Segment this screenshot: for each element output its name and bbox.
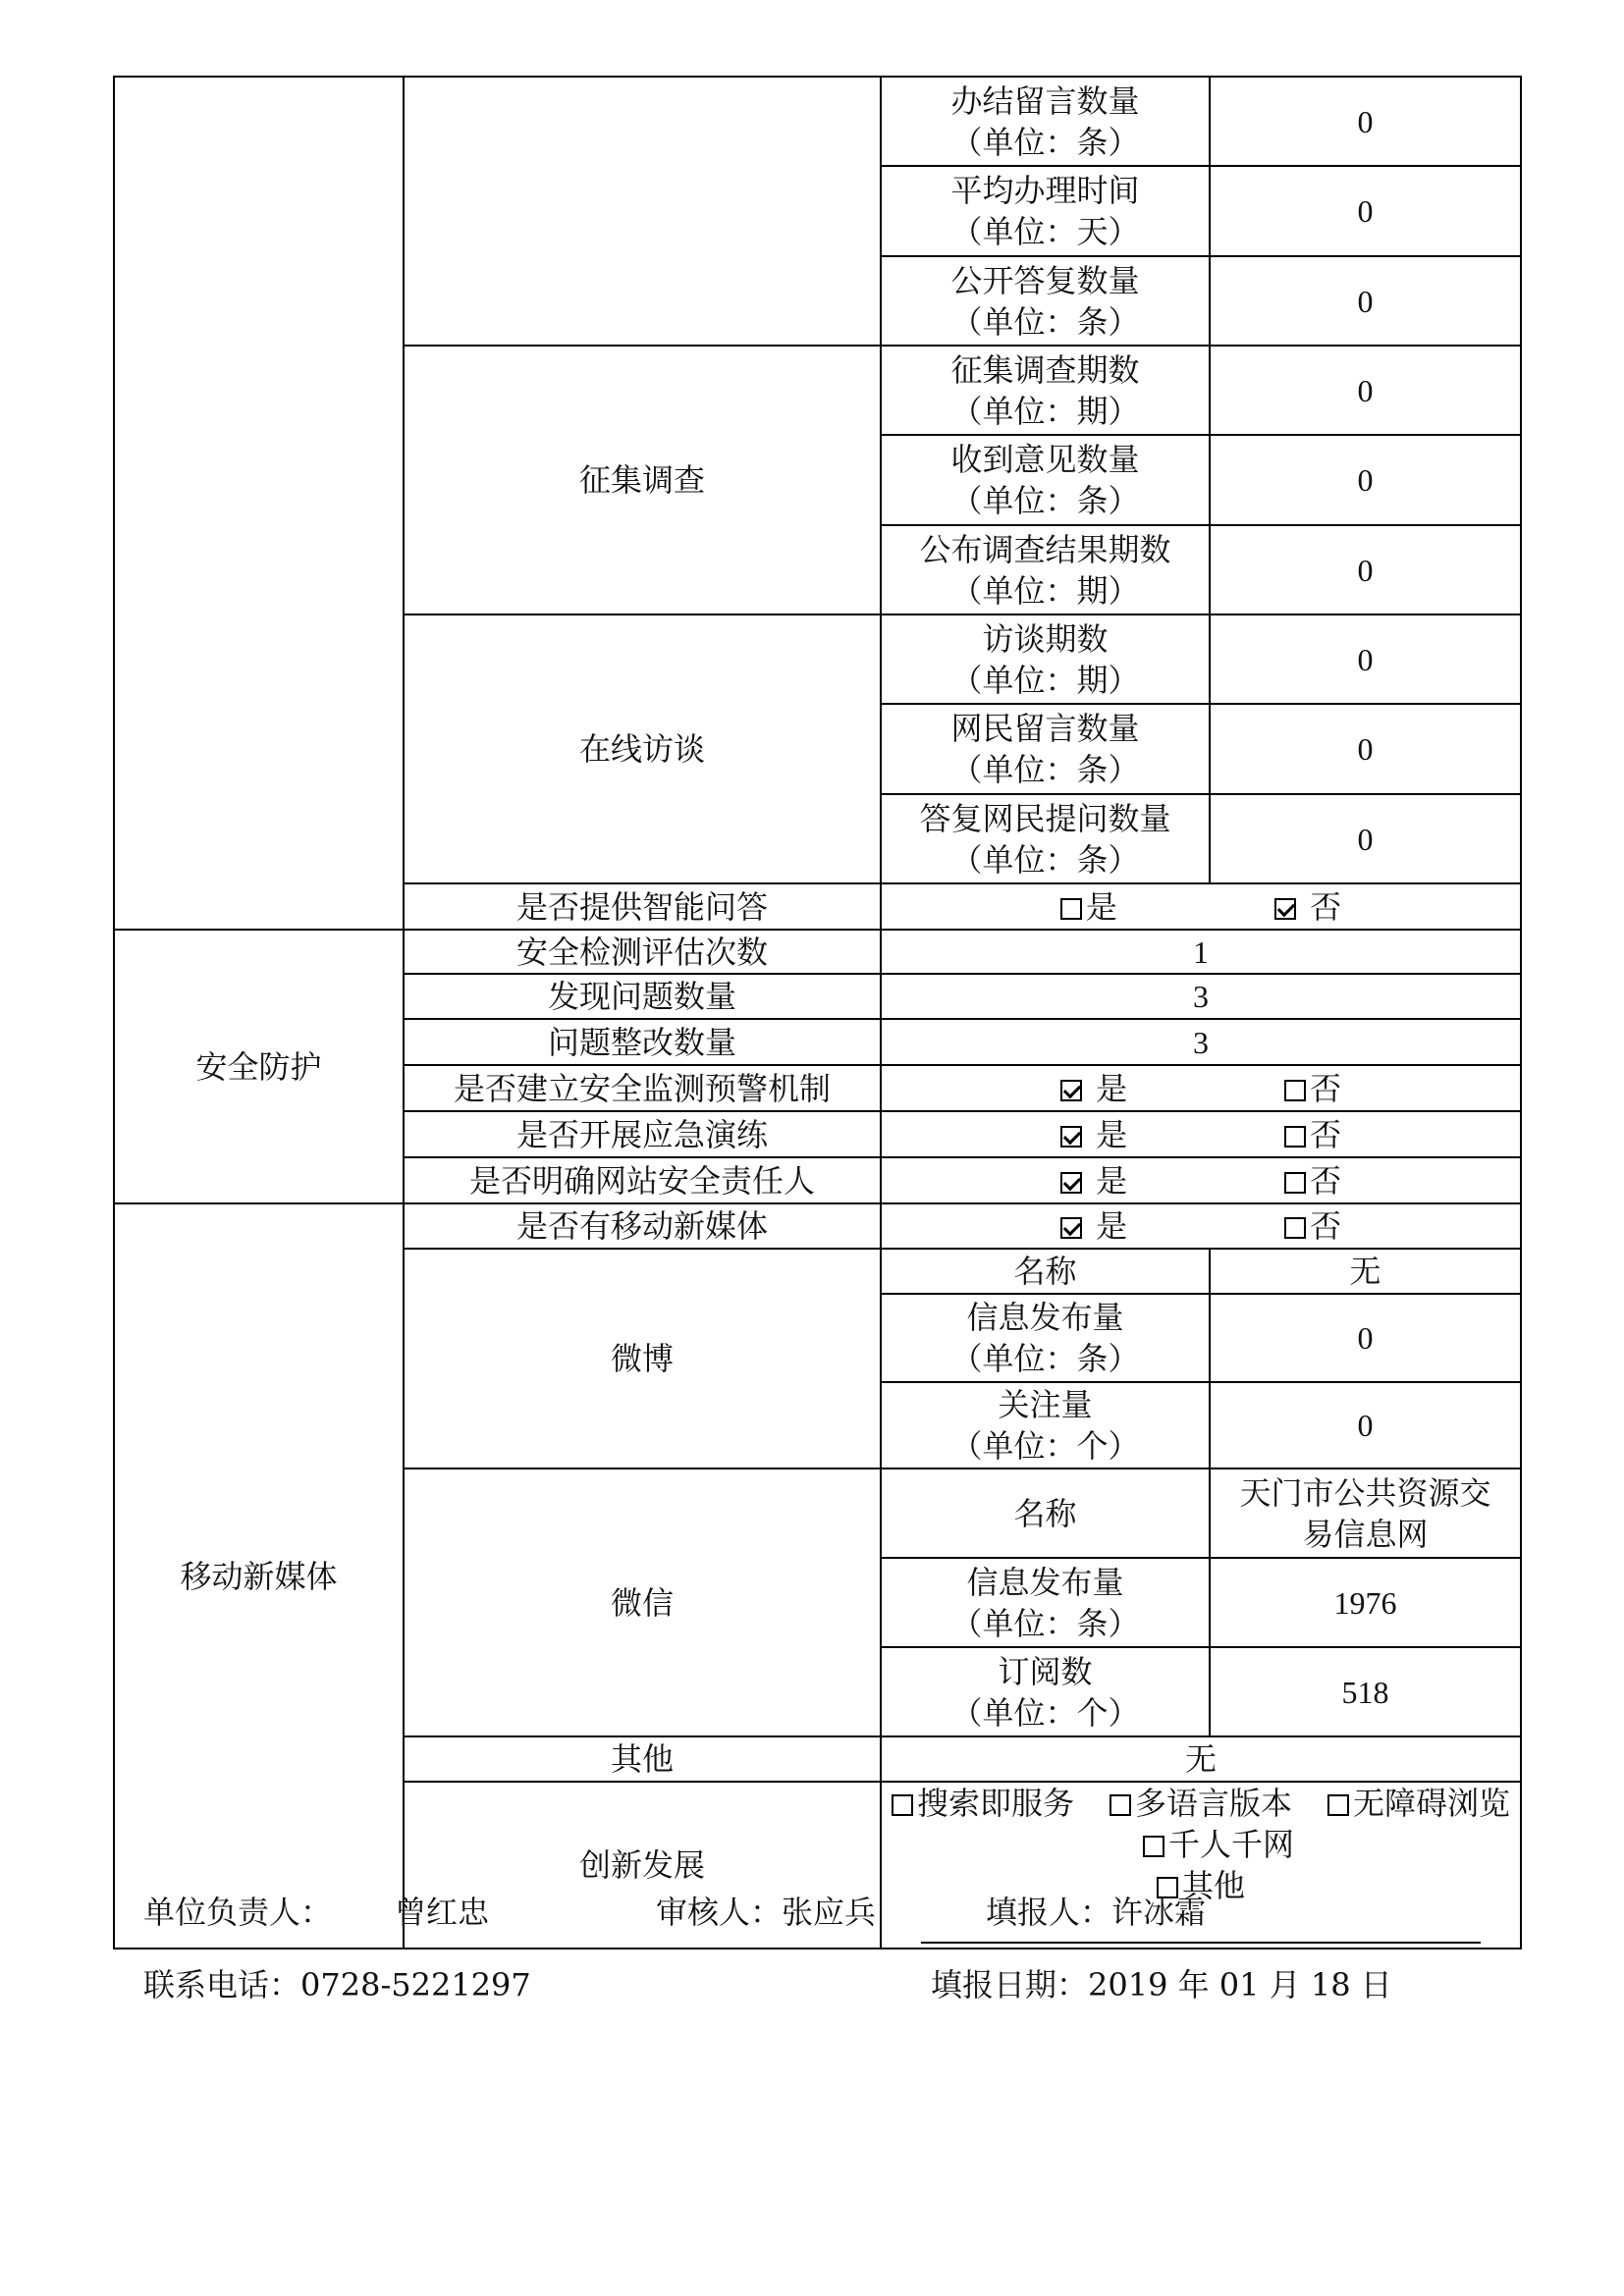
row-label: 信息发布量 （单位：条） [881,1294,1210,1382]
row-label: 名称 [881,1468,1210,1558]
accessibility-checkbox[interactable] [1327,1794,1349,1816]
row-label: 订阅数 （单位：个） [881,1647,1210,1736]
drill-yes-checkbox[interactable] [1060,1126,1082,1148]
row-label: 答复网民提问数量 （单位：条） [881,794,1210,883]
row-value: 0 [1210,256,1521,346]
smart-qa-label: 是否提供智能问答 [404,883,881,930]
row-label: 办结留言数量 （单位：条） [881,77,1210,166]
drill-no-checkbox[interactable] [1284,1126,1306,1148]
row-value: 0 [1210,704,1521,794]
drill-options: 是 否 [881,1111,1521,1157]
row-label: 公开答复数量 （单位：条） [881,256,1210,346]
weibo-group-label: 微博 [404,1249,881,1468]
row-value: 天门市公共资源交 易信息网 [1210,1468,1521,1558]
interview-group-label: 在线访谈 [404,614,881,883]
row-label: 是否建立安全监测预警机制 [404,1065,881,1111]
row-label: 安全检测评估次数 [404,930,881,974]
media-no-checkbox[interactable] [1284,1217,1306,1239]
row-value: 0 [1210,525,1521,614]
row-value: 0 [1210,1294,1521,1382]
row-value: 0 [1210,435,1521,525]
row-value: 3 [881,1019,1521,1065]
row-value: 1976 [1210,1558,1521,1647]
row-label: 问题整改数量 [404,1019,881,1065]
search-service-checkbox[interactable] [892,1794,913,1816]
warning-options: 是 否 [881,1065,1521,1111]
warning-yes-checkbox[interactable] [1060,1080,1082,1101]
row-label: 访谈期数 （单位：期） [881,614,1210,704]
row-label: 是否有移动新媒体 [404,1203,881,1249]
fill-date: 填报日期：2019 年 01 月 18 日 [931,1966,1392,2003]
row-label: 名称 [881,1249,1210,1294]
row-label: 关注量 （单位：个） [881,1382,1210,1468]
row-value: 3 [881,974,1521,1019]
row-value: 无 [881,1736,1521,1782]
row-label: 公布调查结果期数 （单位：期） [881,525,1210,614]
contact-phone: 联系电话：0728-5221297 [143,1966,531,2003]
survey-group-label: 征集调查 [404,346,881,614]
row-value: 0 [1210,1382,1521,1468]
media-options: 是 否 [881,1203,1521,1249]
filler: 填报人：许冰霜 [986,1894,1207,1931]
row-value: 无 [1210,1249,1521,1294]
row-label: 发现问题数量 [404,974,881,1019]
smart-qa-options: 是 否 [881,883,1521,930]
row-label: 是否明确网站安全责任人 [404,1157,881,1203]
reviewer: 审核人：张应兵 [656,1894,877,1931]
row-value: 0 [1210,346,1521,435]
media-group-label: 移动新媒体 [114,1203,404,1949]
row-value: 0 [1210,166,1521,256]
report-table [113,76,1522,1949]
row-value: 0 [1210,614,1521,704]
smart-qa-no-checkbox[interactable] [1274,898,1296,920]
wechat-group-label: 微信 [404,1468,881,1736]
innovation-options: 搜索即服务 多语言版本 无障碍浏览千人千网 其他 [881,1782,1521,1949]
row-label: 平均办理时间 （单位：天） [881,166,1210,256]
row-value: 518 [1210,1647,1521,1736]
media-yes-checkbox[interactable] [1060,1217,1082,1239]
warning-no-checkbox[interactable] [1284,1080,1306,1101]
row-label: 是否开展应急演练 [404,1111,881,1157]
leader-name: 曾红忠 [395,1894,490,1931]
row-value: 0 [1210,794,1521,883]
leader-label: 单位负责人： [143,1894,333,1931]
row-value: 1 [881,930,1521,974]
multilingual-checkbox[interactable] [1110,1794,1131,1816]
row-value: 0 [1210,77,1521,166]
innovation-group-label: 创新发展 [404,1782,881,1949]
owner-yes-checkbox[interactable] [1060,1172,1082,1194]
smart-qa-yes-checkbox[interactable] [1060,898,1082,920]
owner-options: 是 否 [881,1157,1521,1203]
personalized-checkbox[interactable] [1143,1836,1164,1857]
security-group-label: 安全防护 [114,930,404,1203]
row-label: 收到意见数量 （单位：条） [881,435,1210,525]
continued-subsection-cell [404,77,881,346]
row-label: 网民留言数量 （单位：条） [881,704,1210,794]
continued-section-cell [114,77,404,930]
row-label: 信息发布量 （单位：条） [881,1558,1210,1647]
row-label: 其他 [404,1736,881,1782]
owner-no-checkbox[interactable] [1284,1172,1306,1194]
row-label: 征集调查期数 （单位：期） [881,346,1210,435]
